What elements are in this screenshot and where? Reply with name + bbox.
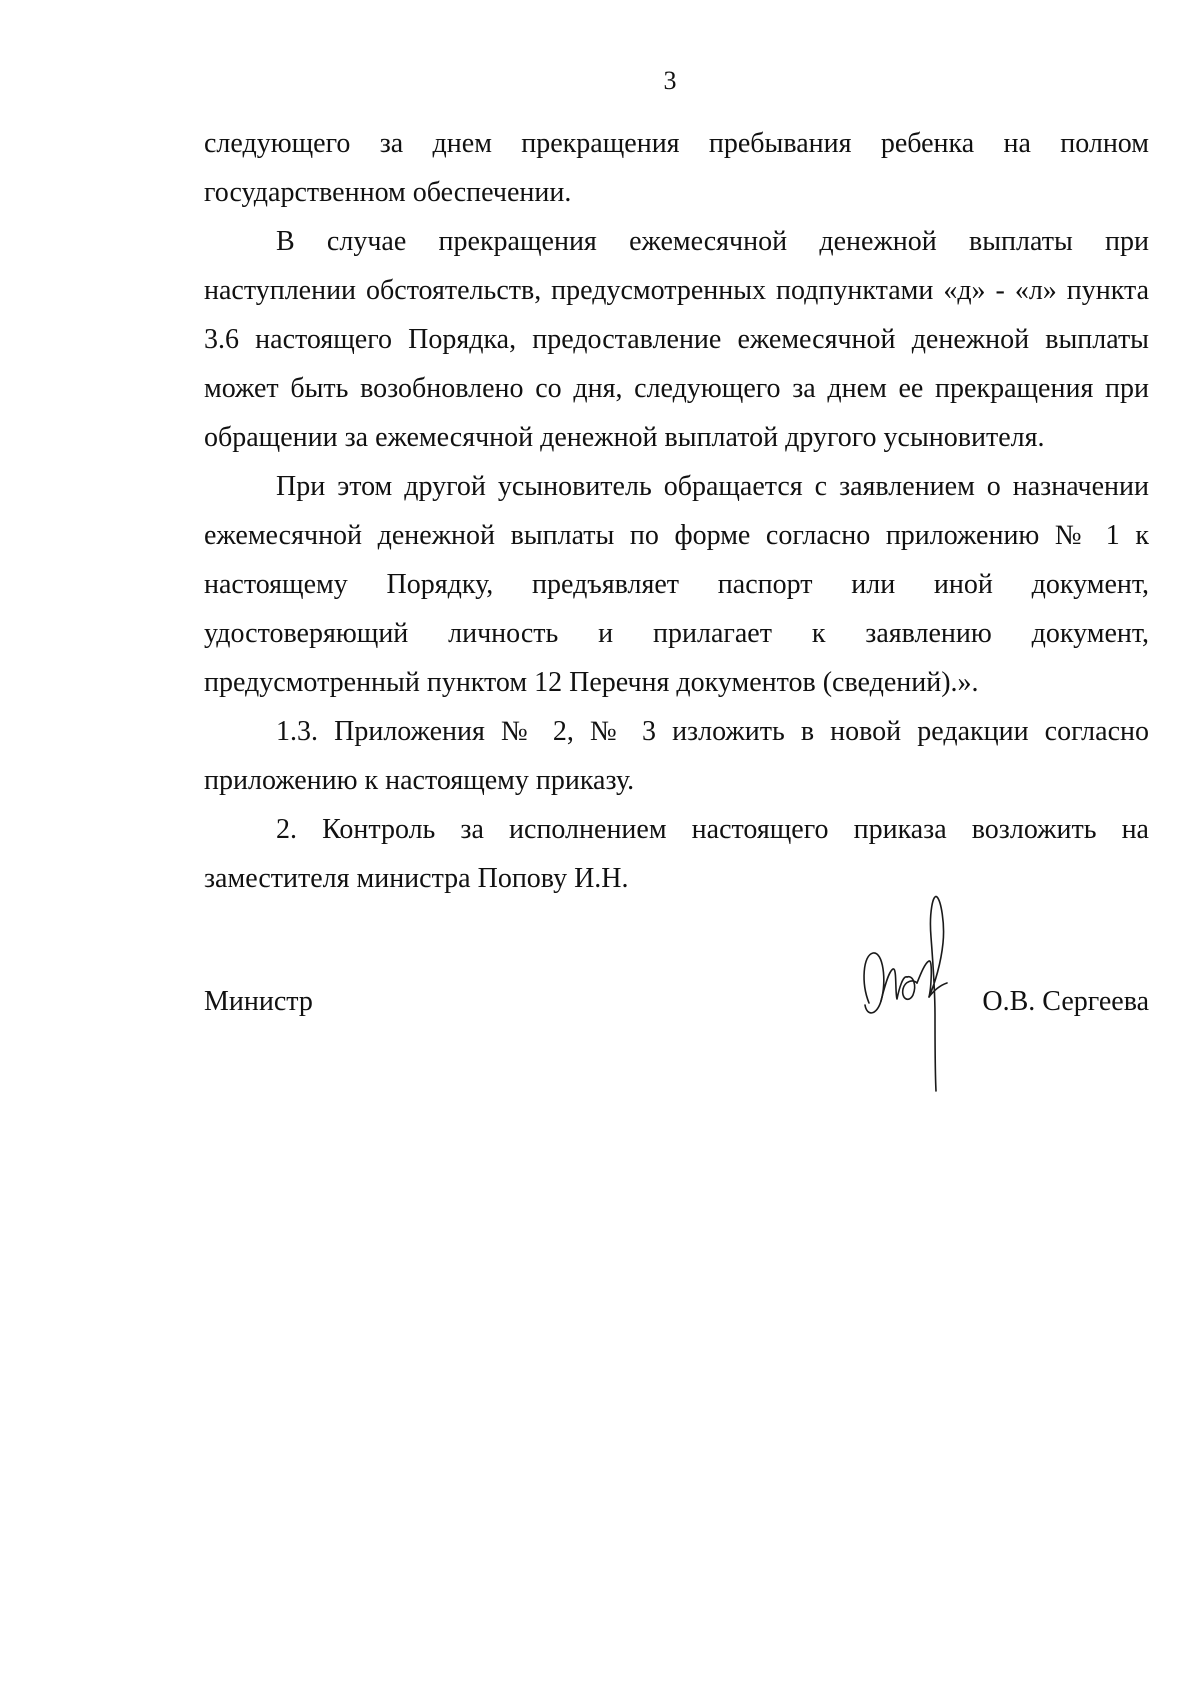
signature-block (204, 982, 1149, 1022)
paragraph-control: 2. Контроль за исполнением настоящего приказа возложить на заместителя министра Попову И.Н. (204, 814, 1149, 894)
handwritten-signature (855, 893, 975, 1093)
signer-name: О.В. Сергеева (982, 986, 1149, 1017)
document-body (204, 119, 1149, 903)
paragraph-payment-resumption: В случае прекращения ежемесячной денежной выплаты при наступлении обстоятельств, предусмотренных подпунктами «д» - «л» пункта 3.6 настоящего Порядка, предоставление ежемесячной денежной выплаты может быть возобновлено со дня, следующего за днем ее прекращения при обращении за ежемесячной денежной выплатой другого усыновителя. (204, 226, 1149, 453)
signer-position: Министр (204, 986, 313, 1017)
paragraph-adopter-application: При этом другой усыновитель обращается с заявлением о назначении ежемесячной денежной выплаты по форме согласно приложению № 1 к настоящему Порядку, предъявляет паспорт или иной документ, удостоверяющий личность и прилагает к заявлению документ, предусмотренный пунктом 12 Перечня документов (сведений).». (204, 471, 1149, 698)
paragraph-continuation: следующего за днем прекращения пребывания ребенка на полном государственном обеспечении. (204, 128, 1149, 208)
paragraph-appendices: 1.3. Приложения № 2, № 3 изложить в новой редакции согласно приложению к настоящему приказу. (204, 716, 1149, 796)
page-number: 3 (663, 66, 677, 95)
